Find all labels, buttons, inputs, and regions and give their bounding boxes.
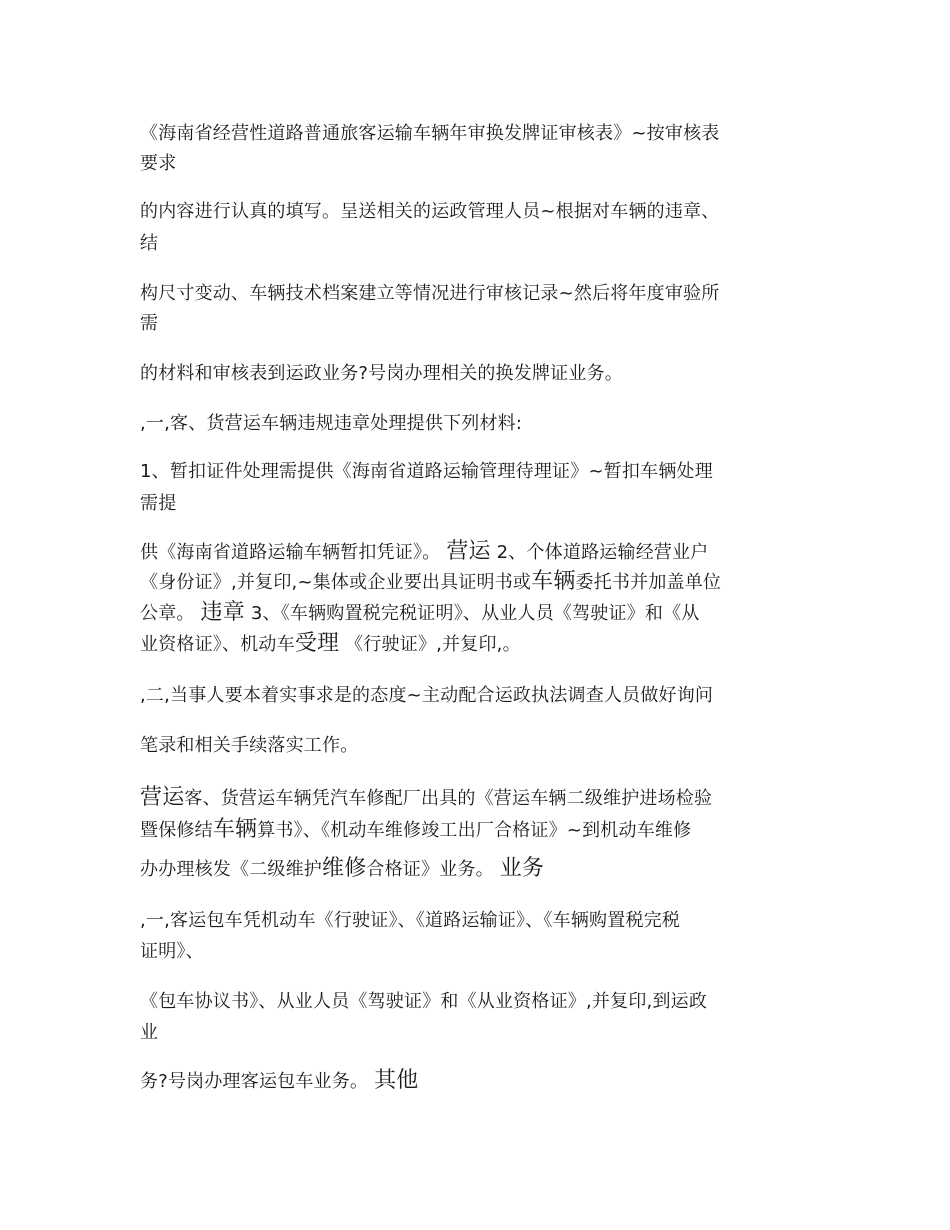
text-segment: 《行驶证》,并复印,。: [345, 634, 521, 655]
category-label: 违章: [200, 600, 245, 625]
text-segment: 办办理核发《二级维护: [140, 859, 322, 880]
category-label: 其他: [374, 1068, 419, 1093]
text-line: [140, 853, 820, 886]
text-segment: 客、货营运车辆凭汽车修配厂出具的《营运车辆二级维护进场检验: [184, 788, 713, 809]
text-segment: 《身份证》,并复印,~集体或企业要出具证明书或: [140, 572, 532, 593]
text-line: 结: [140, 233, 159, 254]
text-line: 业: [140, 1022, 159, 1043]
text-line: [140, 782, 820, 815]
text-line: 构尺寸变动、车辆技术档案建立等情况进行审核记录~然后将年度审验所: [140, 283, 720, 304]
text-line: 要求: [140, 153, 177, 174]
text-line: 《包车协议书》、从业人员《驾驶证》和《从业资格证》,并复印,到运政: [140, 991, 708, 1012]
category-label: 车辆: [531, 569, 576, 594]
text-line: [140, 1065, 820, 1098]
category-label: 车辆: [212, 817, 258, 842]
text-line: 《海南省经营性道路普通旅客运输车辆年审换发牌证审核表》~按审核表: [140, 123, 720, 144]
category-label: 营运: [446, 539, 491, 564]
text-line: [140, 628, 820, 661]
text-line: 需: [140, 313, 159, 334]
category-label: 营运: [140, 785, 185, 810]
text-segment: 合格证》业务。: [366, 859, 494, 880]
category-label: 受理: [294, 631, 340, 656]
text-segment: 供《海南省道路运输车辆暂扣凭证》。: [140, 542, 441, 563]
category-label: 维修: [322, 856, 367, 881]
section-heading: ,二,当事人要本着实事求是的态度~主动配合运政执法调查人员做好询问: [140, 685, 714, 706]
text-segment: 公章。: [140, 603, 195, 624]
category-label: 业务: [499, 856, 545, 881]
section-heading: ,一,客、货营运车辆违规违章处理提供下列材料:: [140, 413, 523, 434]
text-line: 笔录和相关手续落实工作。: [140, 735, 359, 756]
text-line: [140, 566, 820, 599]
text-line: 1、暂扣证件处理需提供《海南省道路运输管理待理证》~暂扣车辆处理: [140, 461, 713, 482]
text-line: 的内容进行认真的填写。呈送相关的运政管理人员~根据对车辆的违章、: [140, 201, 720, 222]
text-line: [140, 814, 820, 847]
text-line: [140, 536, 820, 569]
text-line: 需提: [140, 493, 177, 514]
text-segment: 业资格证》、机动车: [140, 634, 295, 655]
text-line: 证明》、: [140, 941, 204, 962]
text-segment: 务?号岗办理客运包车业务。: [140, 1071, 369, 1092]
text-line: [140, 597, 820, 630]
section-heading: ,一,客运包车凭机动车《行驶证》、《道路运输证》、《车辆购置税完税: [140, 910, 681, 931]
text-segment: 暨保修结: [140, 820, 213, 841]
text-line: 的材料和审核表到运政业务?号岗办理相关的换发牌证业务。: [140, 363, 623, 384]
text-segment: 2、个体道路运输经营业户: [496, 542, 709, 563]
text-segment: 委托书并加盖单位: [575, 572, 722, 593]
text-segment: 算书》、《机动车维修竣工出厂合格证》~到机动车维修: [257, 820, 692, 841]
text-segment: 3、《车辆购置税完税证明》、从业人员《驾驶证》和《从: [250, 603, 700, 624]
